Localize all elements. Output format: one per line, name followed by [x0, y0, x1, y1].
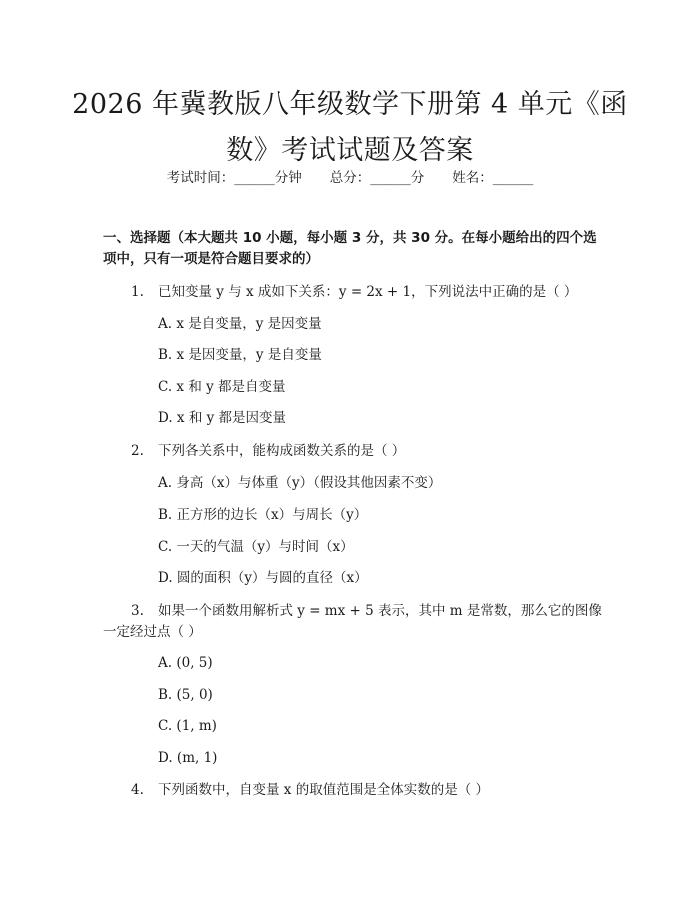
option-a: A. x 是自变量，y 是因变量 — [158, 316, 322, 332]
question-text: 下列各关系中，能构成函数关系的是（ ） — [158, 443, 406, 459]
question-text: 已知变量 y 与 x 成如下关系：y = 2x + 1，下列说法中正确的是（ ） — [158, 284, 578, 300]
question-text: 下列函数中，自变量 x 的取值范围是全体实数的是（ ） — [158, 782, 489, 798]
title-line-1: 2026 年冀教版八年级数学下册第 4 单元《函 — [72, 89, 628, 120]
option-d: D. x 和 y 都是因变量 — [158, 410, 287, 426]
option-b: B. 正方形的边长（x）与周长（y） — [158, 507, 368, 523]
option-b: B. x 是因变量，y 是自变量 — [158, 347, 322, 363]
question-number: 2. — [131, 443, 144, 459]
section-heading: 一、选择题（本大题共 10 小题，每小题 3 分，共 30 分。在每小题给出的四个选项中，只有一项是符合题目要求的） — [103, 230, 597, 267]
option-d: D. (m, 1) — [158, 750, 218, 766]
option-c: C. (1, m) — [158, 718, 217, 734]
option-b: B. (5, 0) — [158, 687, 213, 703]
title-line-2: 数》考试试题及答案 — [226, 135, 474, 166]
question-3 — [131, 601, 602, 622]
exam-info — [0, 168, 700, 188]
question-2 — [131, 441, 405, 462]
document-title — [60, 82, 640, 174]
option-d: D. 圆的面积（y）与圆的直径（x） — [158, 570, 368, 586]
question-number: 3. — [131, 603, 144, 619]
option-a: A. (0, 5) — [158, 655, 213, 671]
question-1 — [131, 282, 577, 303]
question-number: 1. — [131, 284, 144, 300]
question-text: 如果一个函数用解析式 y = mx + 5 表示，其中 m 是常数，那么它的图像 — [158, 603, 602, 619]
question-4 — [131, 780, 489, 801]
exam-name: 姓名：______ — [452, 170, 534, 186]
option-a: A. 身高（x）与体重（y）（假设其他因素不变） — [158, 475, 442, 491]
option-c: C. x 和 y 都是自变量 — [158, 379, 286, 395]
question-number: 4. — [131, 782, 144, 798]
option-c: C. 一天的气温（y）与时间（x） — [158, 539, 354, 555]
question-3-continuation: 一定经过点（ ） — [103, 624, 202, 640]
exam-time: 考试时间：______分钟 — [166, 170, 302, 186]
exam-score: 总分：______分 — [329, 170, 425, 186]
